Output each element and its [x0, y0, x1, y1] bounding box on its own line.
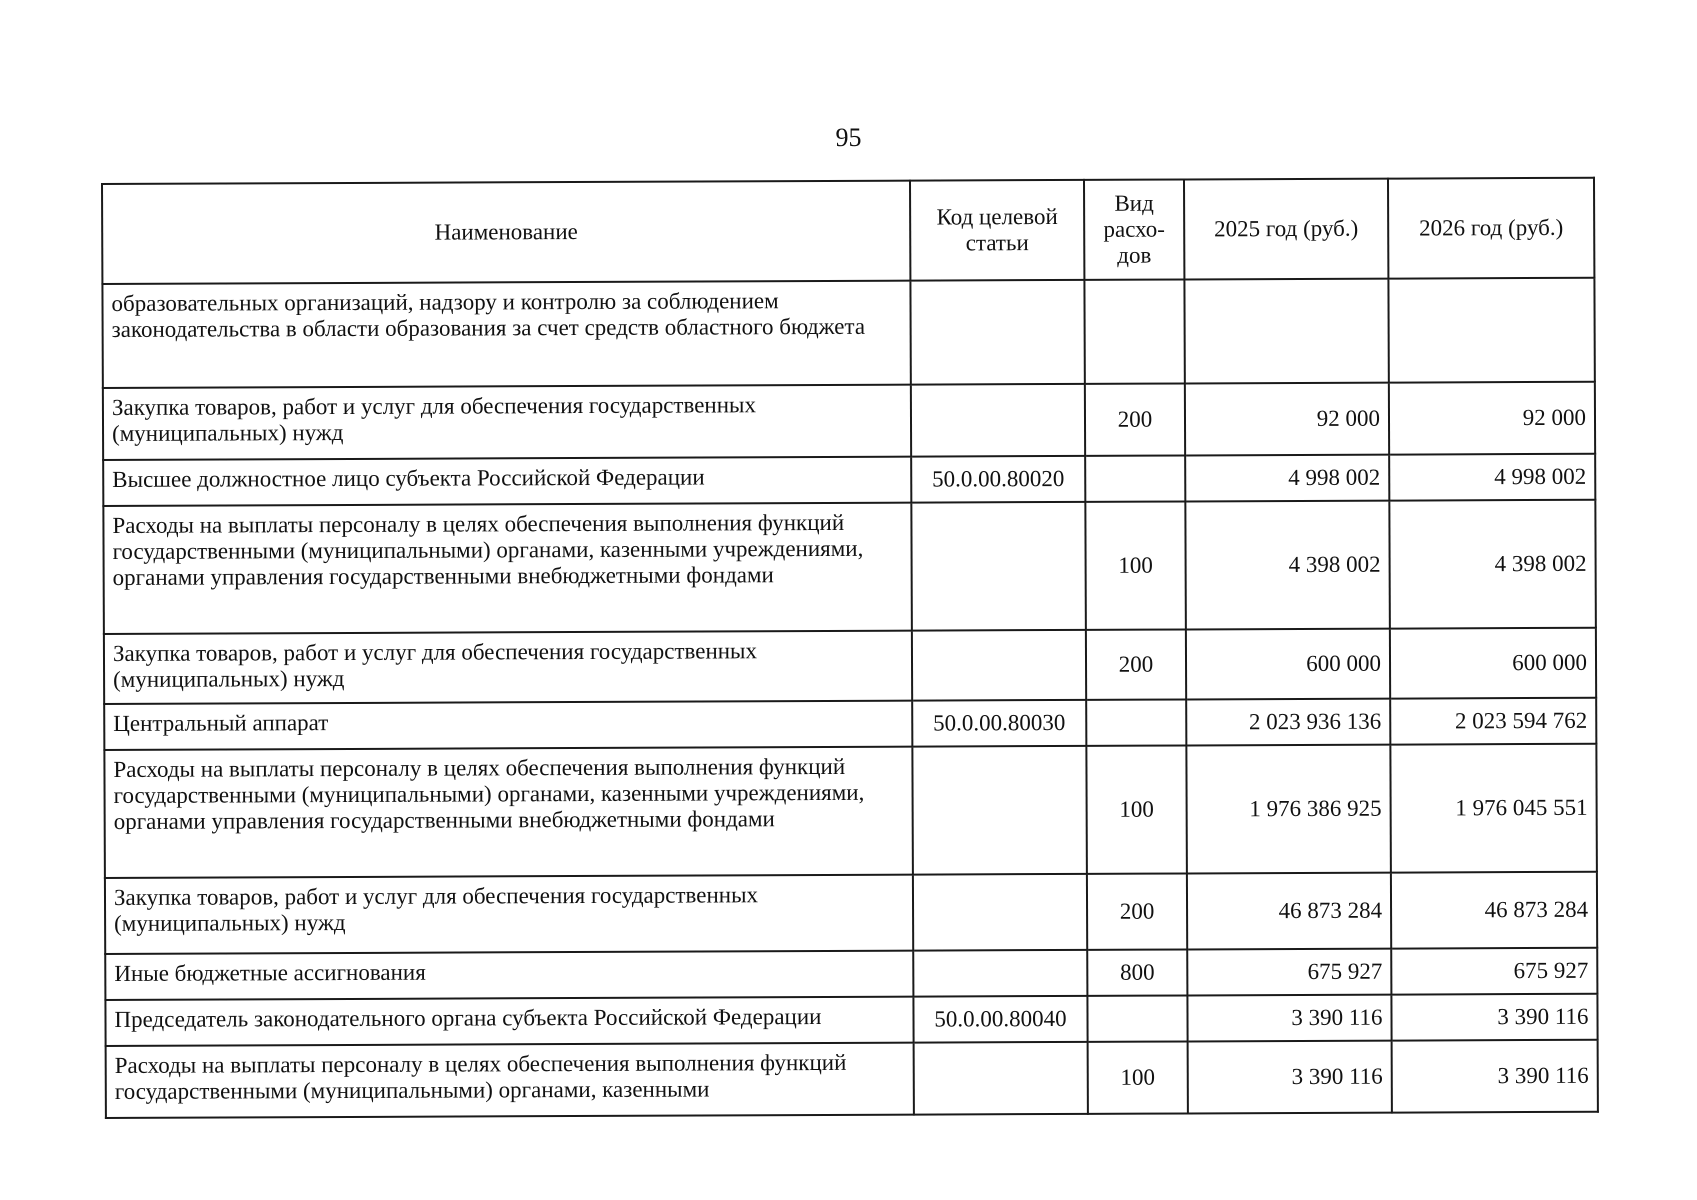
- row-2026: 92 000: [1389, 382, 1595, 455]
- page-number: 95: [835, 123, 862, 152]
- table-row: [104, 744, 1597, 878]
- row-code: [911, 384, 1085, 457]
- row-2026: 4 398 002: [1389, 500, 1596, 629]
- row-name: Иные бюджетные ассигнования: [105, 951, 913, 1000]
- row-type: 200: [1087, 873, 1187, 949]
- row-name: Центральный аппарат: [104, 701, 912, 750]
- row-2025: 1 976 386 925: [1186, 745, 1391, 874]
- header-2025: 2025 год (руб.): [1184, 179, 1388, 280]
- row-type: 200: [1085, 383, 1185, 455]
- row-type: 100: [1088, 1041, 1188, 1113]
- header-2026: 2026 год (руб.): [1388, 178, 1594, 279]
- row-2026: 675 927: [1391, 948, 1597, 995]
- row-name: Расходы на выплаты персоналу в целях обеспечения выполнения функций государственными (муниципальными) органами, казенными: [106, 1043, 914, 1118]
- row-2025: 3 390 116: [1187, 995, 1391, 1042]
- row-2025: 4 998 002: [1185, 455, 1389, 502]
- row-2025: 92 000: [1185, 383, 1389, 456]
- header-code: Код целевой статьи: [910, 180, 1084, 281]
- row-2025: 3 390 116: [1188, 1041, 1392, 1114]
- table-row: [103, 382, 1595, 460]
- row-code: 50.0.00.80040: [913, 996, 1087, 1043]
- row-name: Расходы на выплаты персоналу в целях обеспечения выполнения функций государственными (муниципальными) органами, казенными учреждениями, органами управления государственными внебюджетными фондами: [104, 747, 913, 878]
- row-name: Закупка товаров, работ и услуг для обеспечения государственных (муниципальных) нужд: [105, 875, 913, 954]
- row-2025: 46 873 284: [1187, 873, 1391, 950]
- row-name: образовательных организаций, надзору и контролю за соблюдением законодательства в области образования за счет средств областного бюджета: [102, 281, 910, 388]
- row-2026: 1 976 045 551: [1390, 744, 1597, 873]
- row-2026: 4 998 002: [1389, 454, 1595, 501]
- row-code: [913, 950, 1087, 997]
- header-type: Вид расхо-дов: [1084, 179, 1184, 279]
- row-name: Высшее должностное лицо субъекта Российской Федерации: [103, 457, 911, 506]
- row-type: [1085, 455, 1185, 501]
- row-name: Закупка товаров, работ и услуг для обеспечения государственных (муниципальных) нужд: [103, 385, 911, 460]
- row-2026: 2 023 594 762: [1390, 698, 1596, 745]
- table-row: [103, 500, 1596, 634]
- row-2025: 2 023 936 136: [1186, 699, 1390, 746]
- row-type: 100: [1086, 745, 1187, 873]
- row-2026: 46 873 284: [1391, 872, 1597, 949]
- table-row: [105, 994, 1597, 1046]
- row-code: [913, 874, 1087, 951]
- table-row: [105, 872, 1597, 954]
- row-name: Председатель законодательного органа субъекта Российской Федерации: [105, 997, 913, 1046]
- row-2026: 600 000: [1390, 628, 1596, 699]
- row-2026: 3 390 116: [1392, 1040, 1598, 1113]
- header-name: Наименование: [102, 181, 910, 284]
- row-type: 200: [1086, 629, 1186, 699]
- table-row: [102, 278, 1594, 388]
- row-name: Расходы на выплаты персоналу в целях обеспечения выполнения функций государственными (муниципальными) органами, казенными учреждениями, органами управления государственными внебюджетными фондами: [103, 503, 912, 634]
- row-type: [1084, 279, 1184, 383]
- row-code: [912, 630, 1086, 701]
- table-row: [105, 948, 1597, 1000]
- row-type: [1086, 699, 1186, 745]
- row-2025: 4 398 002: [1185, 501, 1390, 630]
- row-code: [912, 746, 1087, 875]
- row-code: [911, 502, 1086, 631]
- row-type: [1087, 995, 1187, 1041]
- table-row: [104, 698, 1596, 750]
- budget-table: [101, 177, 1599, 1119]
- table-row: [103, 454, 1595, 506]
- row-type: 800: [1087, 949, 1187, 995]
- table-header-row: [102, 178, 1594, 284]
- row-2025: [1184, 279, 1388, 384]
- row-code: [910, 280, 1084, 385]
- row-name: Закупка товаров, работ и услуг для обеспечения государственных (муниципальных) нужд: [104, 631, 912, 704]
- row-2025: 675 927: [1187, 949, 1391, 996]
- row-2026: 3 390 116: [1391, 994, 1597, 1041]
- row-2025: 600 000: [1186, 629, 1390, 700]
- row-code: 50.0.00.80030: [912, 700, 1086, 747]
- row-2026: [1388, 278, 1594, 383]
- row-code: [914, 1042, 1088, 1115]
- row-code: 50.0.00.80020: [911, 456, 1085, 503]
- table-row: [106, 1040, 1598, 1118]
- row-type: 100: [1085, 501, 1186, 629]
- table-row: [104, 628, 1596, 704]
